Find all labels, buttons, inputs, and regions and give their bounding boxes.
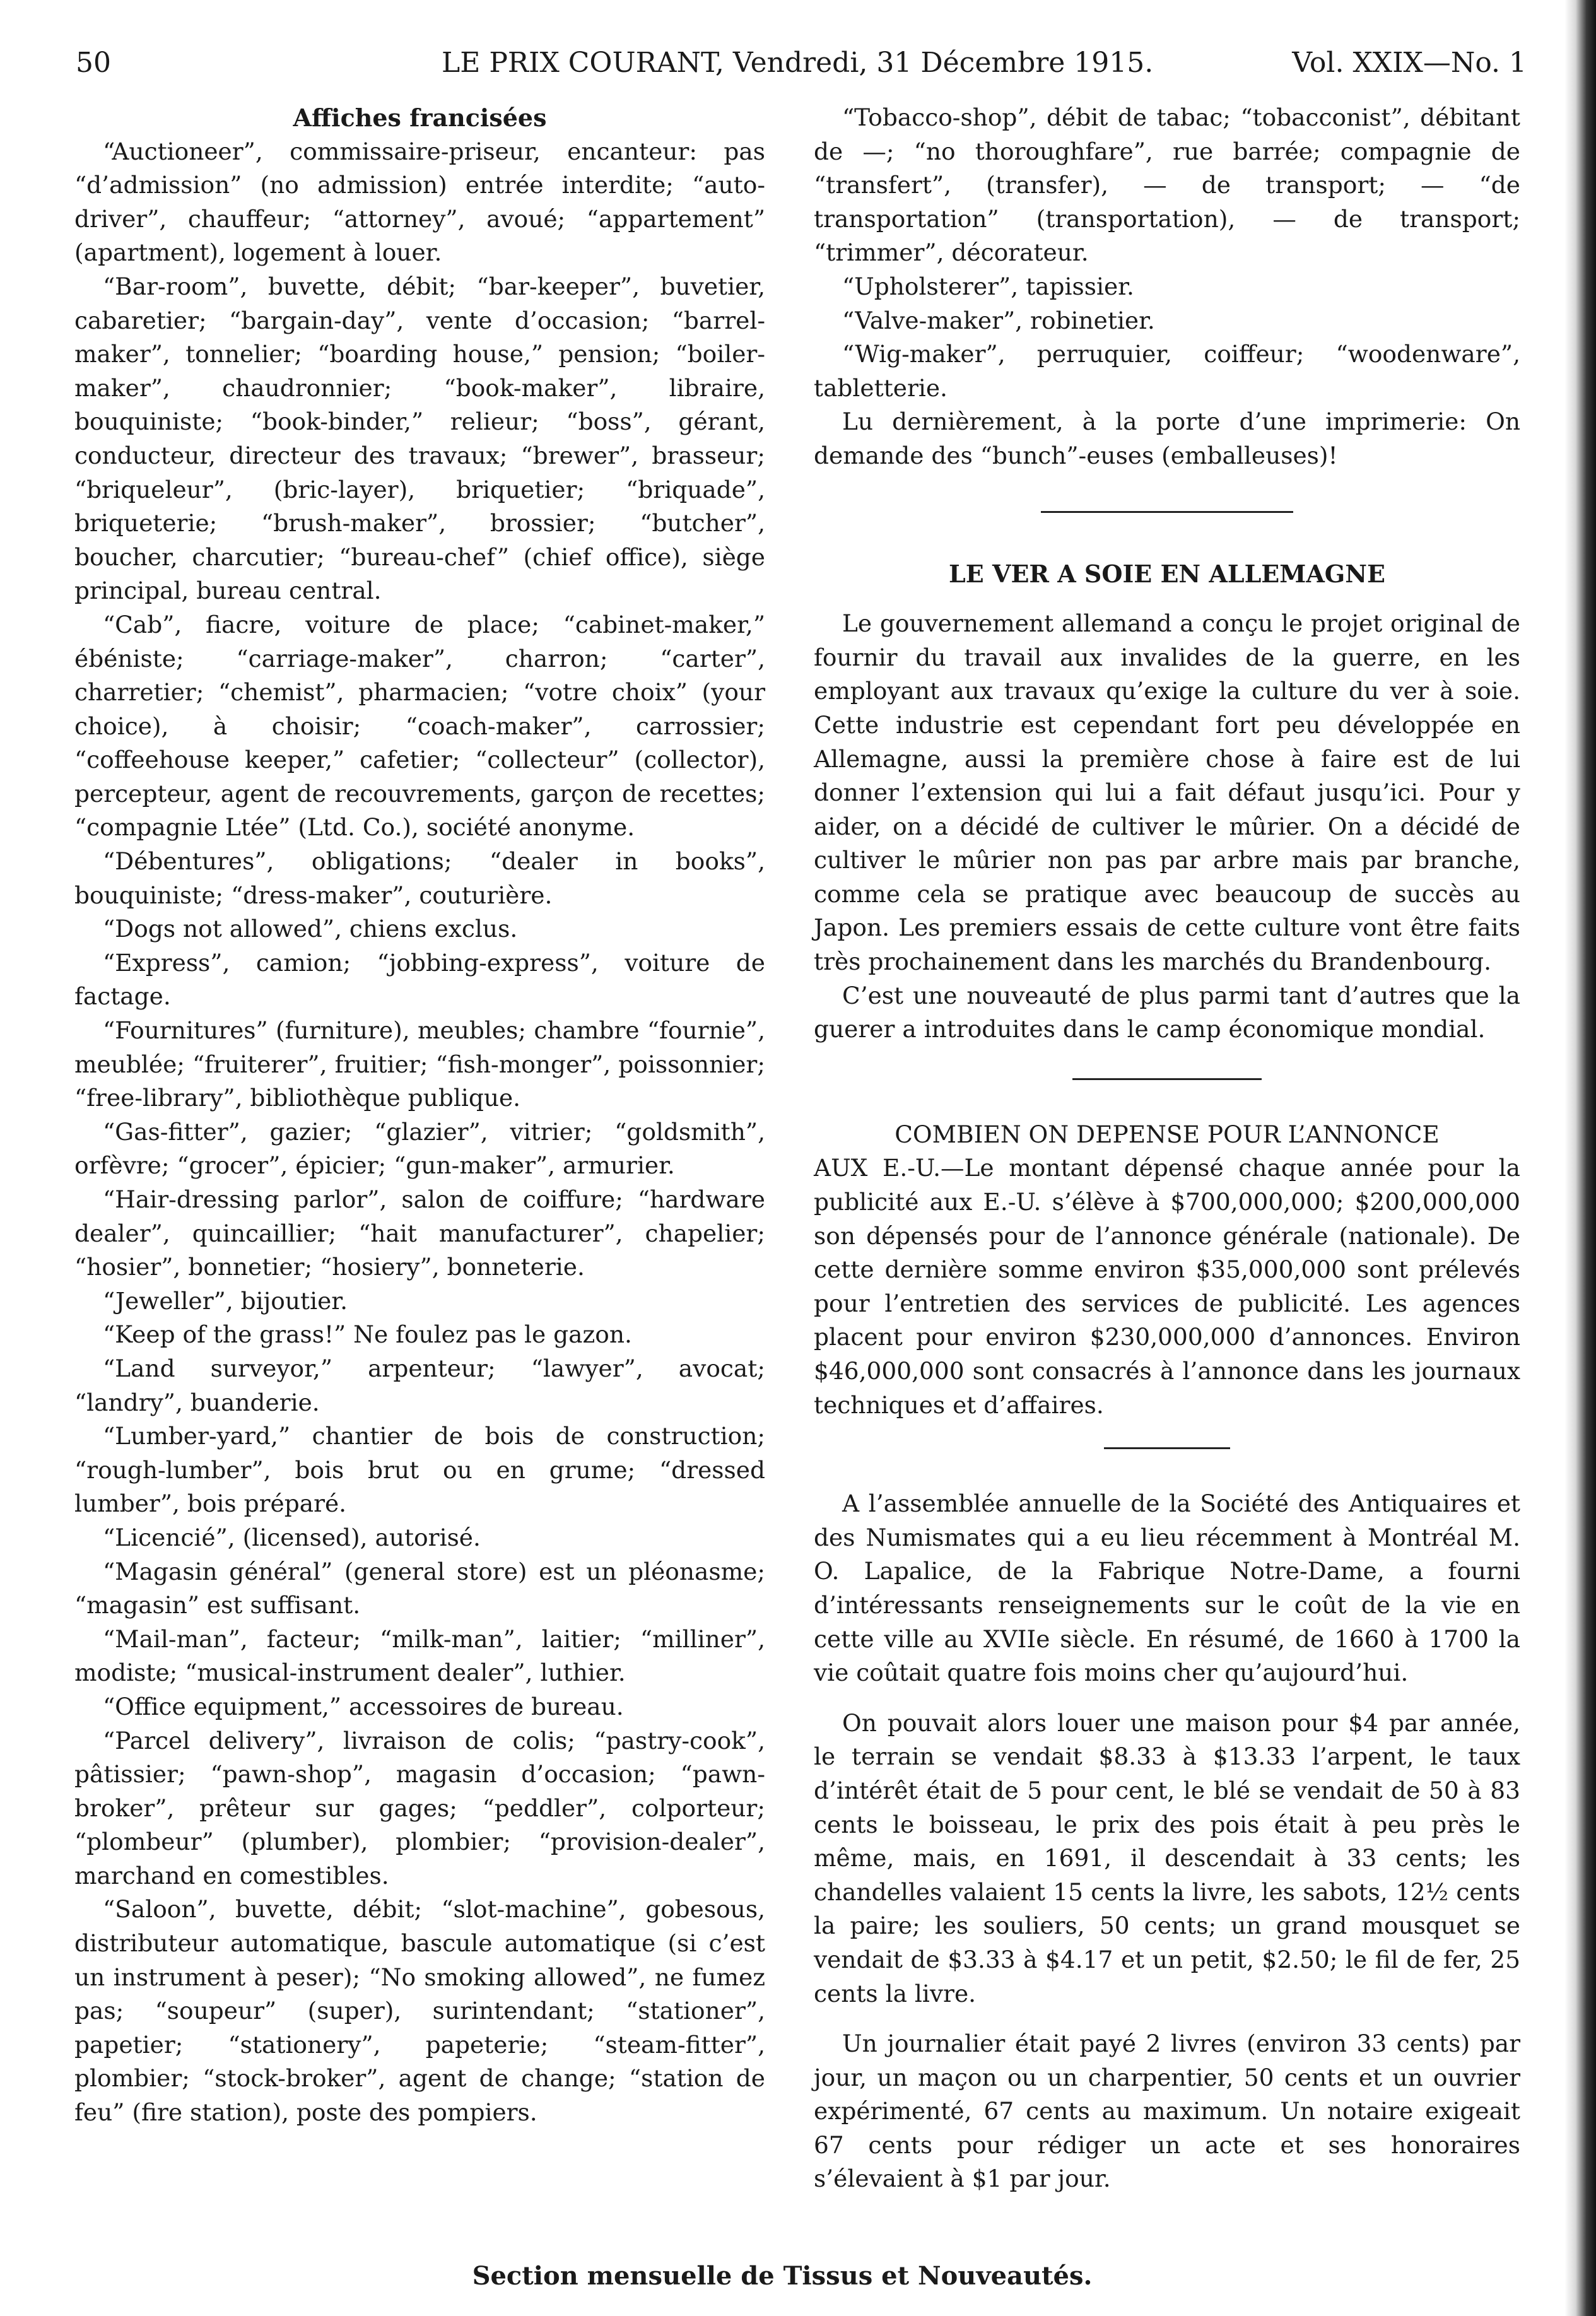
paragraph: Lu dernièrement, à la porte d’une imprimerie: On demande des “bunch”-euses (emballeuses)! — [814, 408, 1520, 469]
paragraph: Le gouvernement allemand a conçu le projet original de fournir du travail aux invalides de la guerre, en les employant aux travaux qu’exige la culture du ver à soie. Cette industrie est cependant fort peu développée en Allemagne, aussi la première chose à faire est de lui donner l’extension qui lui a fait défaut jusqu’ici. Pour y aider, on a décidé de cultiver le mûrier. On a décidé de cultiver le mûrier non pas par arbre mais par branche, comme cela se pratique avec beaucoup de succès au Japon. Les premiers essais de cette culture vont être faits très prochainement dans les marchés du Brandenbourg. — [814, 609, 1520, 976]
paragraph: On pouvait alors louer une maison pour $4 par année, le terrain se vendait $8.33 à $13.33 l’arpent, le taux d’intérêt était de 5 pour cent, le blé se vendait de 50 à 83 cents le boisseau, le prix des pois était à peu près le même, mais, en 1691, il descendait à 33 cents; les chandelles valaient 15 cents la livre, les sabots, 12½ cents la paire; les souliers, 50 cents; un grand mousquet se vendait de $3.33 à $4.17 et un petit, $2.50; le fil de fer, 25 cents la livre. — [814, 1708, 1520, 2007]
page-footer: Section mensuelle de Tissus et Nouveautés. — [472, 2261, 1093, 2291]
paragraph: “Valve-maker”, robinetier. — [842, 306, 1155, 334]
section-heading-affiches: Affiches francisées — [293, 103, 547, 132]
paragraph: “Bar-room”, buvette, débit; “bar-keeper”, buvetier, cabaretier; “bargain-day”, vente d’occasion; “barrel-maker”, tonnelier; “boarding house,” pension; “boiler-maker”, chaudronnier; “book-maker”, libraire, bouquiniste; “book-binder,” relieur; “boss”, gérant, conducteur, directeur des travaux; “brewer”, brasseur; “briqueleur”, (bric-layer), briquetier; “briquade”, briqueterie; “brush-maker”, brossier; “butcher”, boucher, charcutier; “bureau-chef” (chief office), siège principal, bureau central. — [74, 272, 765, 605]
paragraph: “Licencié”, (licensed), autorisé. — [103, 1523, 481, 1551]
newspaper-title: LE PRIX COURANT, Vendredi, 31 Décembre 1915. — [442, 47, 1154, 79]
paragraph: A l’assemblée annuelle de la Société des Antiquaires et des Numismates qui a eu lieu récemment à Montréal M. O. Lapalice, de la Fabrique Notre-Dame, a fourni d’intéressants renseignements sur le coût de la vie en cette ville au XVIIe siècle. En résumé, de 1660 à 1700 la vie coûtait quatre fois moins cher qu’aujourd’hui. — [814, 1490, 1520, 1687]
paragraph: C’est une nouveauté de plus parmi tant d’autres que la guerer a introduites dans le camp économique mondial. — [814, 981, 1520, 1043]
page-number: 50 — [76, 47, 111, 79]
paragraph: “Keep of the grass!” Ne foulez pas le gazon. — [103, 1320, 632, 1349]
paragraph: “Upholsterer”, tapissier. — [842, 272, 1134, 300]
paragraph: “Auctioneer”, commissaire-priseur, encanteur: pas “d’admission” (no admission) entrée interdite; “auto-driver”, chauffeur; “attorney”, avoué; “appartement” (apartment), logement à louer. — [74, 137, 765, 267]
article-heading-ads: COMBIEN ON DEPENSE POUR L’ANNONCE — [895, 1120, 1440, 1148]
paragraph: “Gas-fitter”, gazier; “glazier”, vitrier; “goldsmith”, orfèvre; “grocer”, épicier; “gun-maker”, armurier. — [74, 1117, 765, 1180]
page-header — [76, 44, 1527, 82]
paragraph: “Mail-man”, facteur; “milk-man”, laitier; “milliner”, modiste; “musical-instrument dealer”, luthier. — [74, 1625, 765, 1687]
paragraph: “Jeweller”, bijoutier. — [103, 1286, 348, 1315]
paragraph: “Land surveyor,” arpenteur; “lawyer”, avocat; “landry”, buanderie. — [74, 1354, 765, 1416]
section-divider — [1104, 1447, 1230, 1449]
section-divider — [1072, 1078, 1262, 1080]
paragraph: “Dogs not allowed”, chiens exclus. — [103, 915, 518, 943]
right-column — [814, 101, 1520, 2196]
page-binding-edge — [1564, 0, 1596, 2316]
paragraph: “Wig-maker”, perruquier, coiffeur; “woodenware”, tabletterie. — [814, 340, 1520, 402]
paragraph: Un journalier était payé 2 livres (environ 33 cents) par jour, un maçon ou un charpentier, 50 cents et un ouvrier expérimenté, 67 cents au maximum. Un notaire exigeait 67 cents pour rédiger un acte et ses honoraires s’élevaient à $1 par jour. — [814, 2030, 1520, 2193]
left-column — [74, 101, 765, 2130]
paragraph: “Magasin général” (general store) est un pléonasme; “magasin” est suffisant. — [74, 1557, 765, 1619]
paragraph: “Lumber-yard,” chantier de bois de construction; “rough-lumber”, bois brut ou en grume; “dressed lumber”, bois préparé. — [74, 1422, 765, 1518]
paragraph: “Saloon”, buvette, débit; “slot-machine”, gobesous, distributeur automatique, bascule automatique (si c’est un instrument à peser); “No smoking allowed”, ne fumez pas; “soupeur” (super), surintendant; “stationer”, papetier; “stationery”, papeterie; “steam-fitter”, plombier; “stock-broker”, agent de change; “station de feu” (fire station), poste des pompiers. — [74, 1895, 765, 2127]
section-divider — [1041, 511, 1293, 513]
paragraph: “Hair-dressing parlor”, salon de coiffure; “hardware dealer”, quincaillier; “hait manufacturer”, chapelier; “hosier”, bonnetier; “hosiery”, bonneterie. — [74, 1185, 765, 1281]
paragraph: “Débentures”, obligations; “dealer in books”, bouquiniste; “dress-maker”, couturière. — [74, 847, 765, 909]
paragraph: “Office equipment,” accessoires de bureau. — [103, 1692, 624, 1720]
paragraph: “Tobacco-shop”, débit de tabac; “tobacconist”, débitant de —; “no thoroughfare”, rue barrée; compagnie de “transfert”, (transfer), — de transport; — “de transportation” (transportation), — de transport; “trimmer”, décorateur. — [814, 103, 1520, 267]
paragraph: AUX E.-U.—Le montant dépensé chaque année pour la publicité aux E.-U. s’élève à $700,000,000; $200,000,000 son dépensés pour de l’annonce générale (nationale). De cette dernière somme environ $35,000,000 sont prélevés pour l’entretien des services de publicité. Les agences placent pour environ $230,000,000 d’annonces. Environ $46,000,000 sont consacrés à l’annonce dans les journaux techniques et d’affaires. — [814, 1154, 1520, 1419]
article-heading-silk: LE VER A SOIE EN ALLEMAGNE — [949, 559, 1385, 588]
paragraph: “Express”, camion; “jobbing-express”, voiture de factage. — [74, 948, 765, 1011]
volume-number: Vol. XXIX—No. 1 — [1292, 47, 1527, 79]
paragraph: “Cab”, fiacre, voiture de place; “cabinet-maker,” ébéniste; “carriage-maker”, charron; “carter”, charretier; “chemist”, pharmacien; “votre choix” (your choice), à choisir; “coach-maker”, carrossier; “coffeehouse keeper,” cafetier; “collecteur” (collector), percepteur, agent de recouvrements, garçon de recettes; “compagnie Ltée” (Ltd. Co.), société anonyme. — [74, 610, 765, 842]
paragraph: “Fournitures” (furniture), meubles; chambre “fournie”, meublée; “fruiterer”, fruitier; “fish-monger”, poissonnier; “free-library”, bibliothèque publique. — [74, 1016, 765, 1112]
paragraph: “Parcel delivery”, livraison de colis; “pastry-cook”, pâtissier; “pawn-shop”, magasin d’occasion; “pawn-broker”, prêteur sur gages; “peddler”, colporteur; “plombeur” (plumber), plombier; “provision-dealer”, marchand en comestibles. — [74, 1726, 765, 1890]
